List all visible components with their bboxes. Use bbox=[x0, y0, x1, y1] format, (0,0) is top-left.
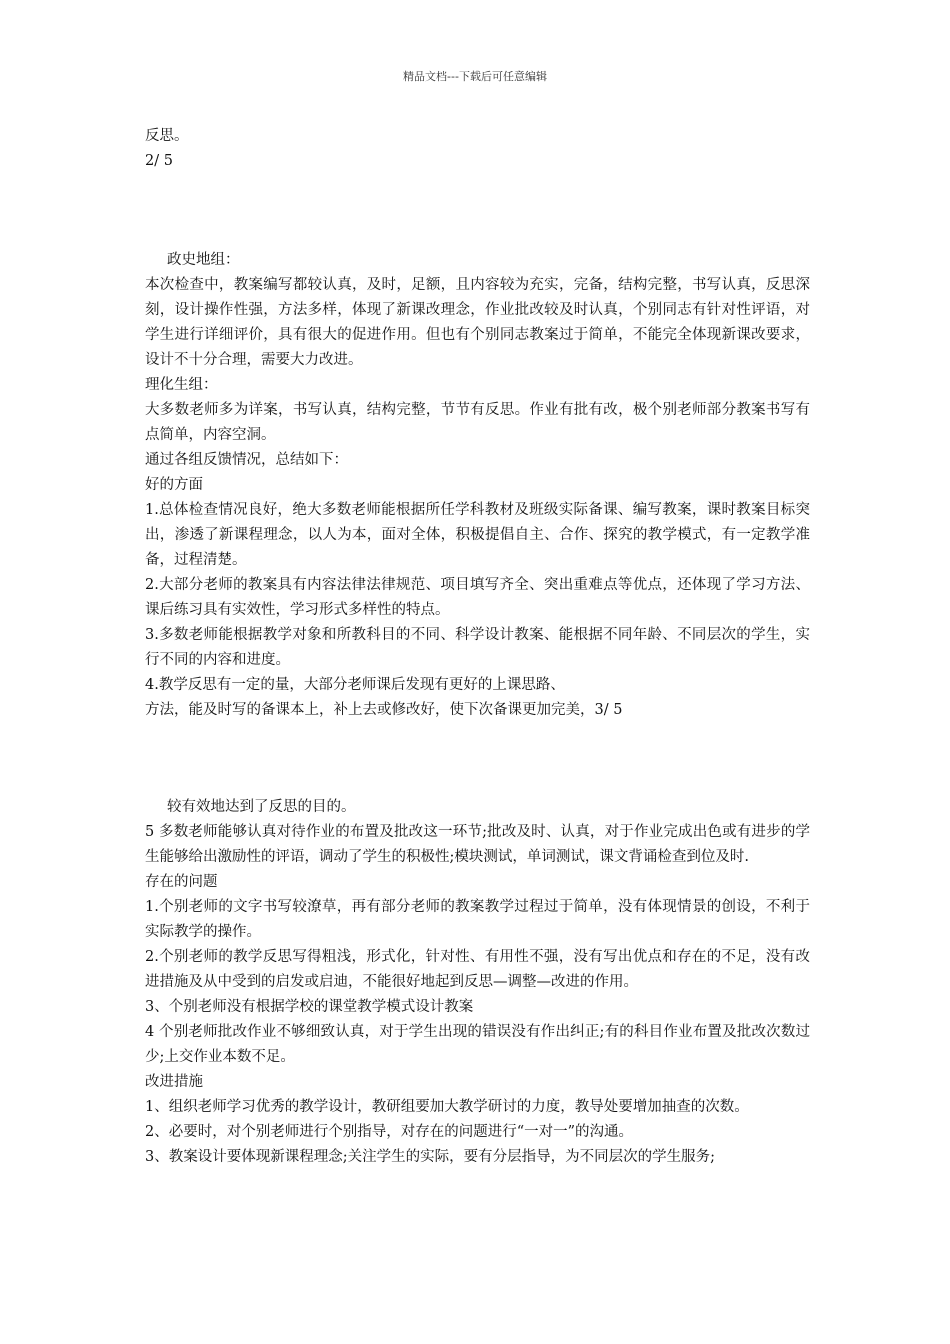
text-block-2 bbox=[145, 248, 810, 723]
paragraph: 反思。 bbox=[145, 128, 189, 144]
list-item: 1.总体检查情况良好，绝大多数老师能根据所任学科教材及班级实际备课、编写教案，课时教案目标突出，渗透了新课程理念，以人为本，面对全体，积极提倡自主、合作、探究的教学模式，有一定教学准备，过程清楚。 bbox=[145, 502, 810, 568]
page-header: 精品文档---下载后可任意编辑 bbox=[403, 70, 547, 83]
paragraph: 方法，能及时写的备课本上，补上去或修改好，使下次备课更加完美，3/ 5 bbox=[145, 702, 623, 718]
list-item: 4.教学反思有一定的量，大部分老师课后发现有更好的上课思路、 bbox=[145, 677, 565, 693]
list-item: 4 个别老师批改作业不够细致认真，对于学生出现的错误没有作出纠正;有的科目作业布置及批改次数过少;上交作业本数不足。 bbox=[145, 1024, 810, 1065]
list-item: 3.多数老师能根据教学对象和所教科目的不同、科学设计教案、能根据不同年龄、不同层次的学生，实行不同的内容和进度。 bbox=[145, 627, 810, 668]
list-item: 2.大部分老师的教案具有内容法律法律规范、项目填写齐全、突出重难点等优点，还体现了学习方法、课后练习具有实效性，学习形式多样性的特点。 bbox=[145, 577, 810, 618]
list-item: 2、必要时，对个别老师进行个别指导，对存在的问题进行“一对一”的沟通。 bbox=[145, 1124, 634, 1140]
list-item: 3、教案设计要体现新课程理念;关注学生的实际，要有分层指导，为不同层次的学生服务; bbox=[145, 1149, 715, 1165]
list-item: 1、组织老师学习优秀的教学设计，教研组要加大教学研讨的力度，教导处要增加抽查的次数。 bbox=[145, 1099, 749, 1115]
text-block-3 bbox=[145, 795, 810, 1170]
list-item: 5 多数老师能够认真对待作业的布置及批改这一环节;批改及时、认真，对于作业完成出色或有进步的学生能够给出激励性的评语，调动了学生的积极性;模块测试，单词测试，课文背诵检查到位及时. bbox=[145, 824, 810, 865]
page-number: 2/ 5 bbox=[145, 153, 173, 169]
list-item: 2.个别老师的教学反思写得粗浅，形式化，针对性、有用性不强，没有写出优点和存在的不足，没有改进措施及从中受到的启发或启迪，不能很好地起到反思—调整—改进的作用。 bbox=[145, 949, 810, 990]
paragraph: 较有效地达到了反思的目的。 bbox=[167, 799, 356, 815]
list-item: 3、个别老师没有根据学校的课堂教学模式设计教案 bbox=[145, 999, 474, 1015]
section-heading: 政史地组： bbox=[167, 252, 240, 268]
section-heading: 改进措施 bbox=[145, 1074, 203, 1090]
list-item: 1.个别老师的文字书写较潦草，再有部分老师的教案教学过程过于简单，没有体现情景的创设，不利于实际教学的操作。 bbox=[145, 899, 810, 940]
paragraph: 本次检查中，教案编写都较认真，及时，足额，且内容较为充实，完备，结构完整，书写认真，反思深刻，设计操作性强，方法多样，体现了新课改理念，作业批改较及时认真，个别同志有针对性评语，对学生进行详细评价，具有很大的促进作用。但也有个别同志教案过于简单，不能完全体现新课改要求，设计不十分合理，需要大力改进。 bbox=[145, 277, 810, 368]
section-heading: 存在的问题 bbox=[145, 874, 218, 890]
section-heading: 好的方面 bbox=[145, 477, 203, 493]
text-block-1 bbox=[145, 124, 810, 174]
section-heading: 理化生组： bbox=[145, 377, 218, 393]
paragraph: 大多数老师多为详案，书写认真，结构完整，节节有反思。作业有批有改，极个别老师部分教案书写有点简单，内容空洞。 bbox=[145, 402, 810, 443]
paragraph: 通过各组反馈情况，总结如下： bbox=[145, 452, 348, 468]
